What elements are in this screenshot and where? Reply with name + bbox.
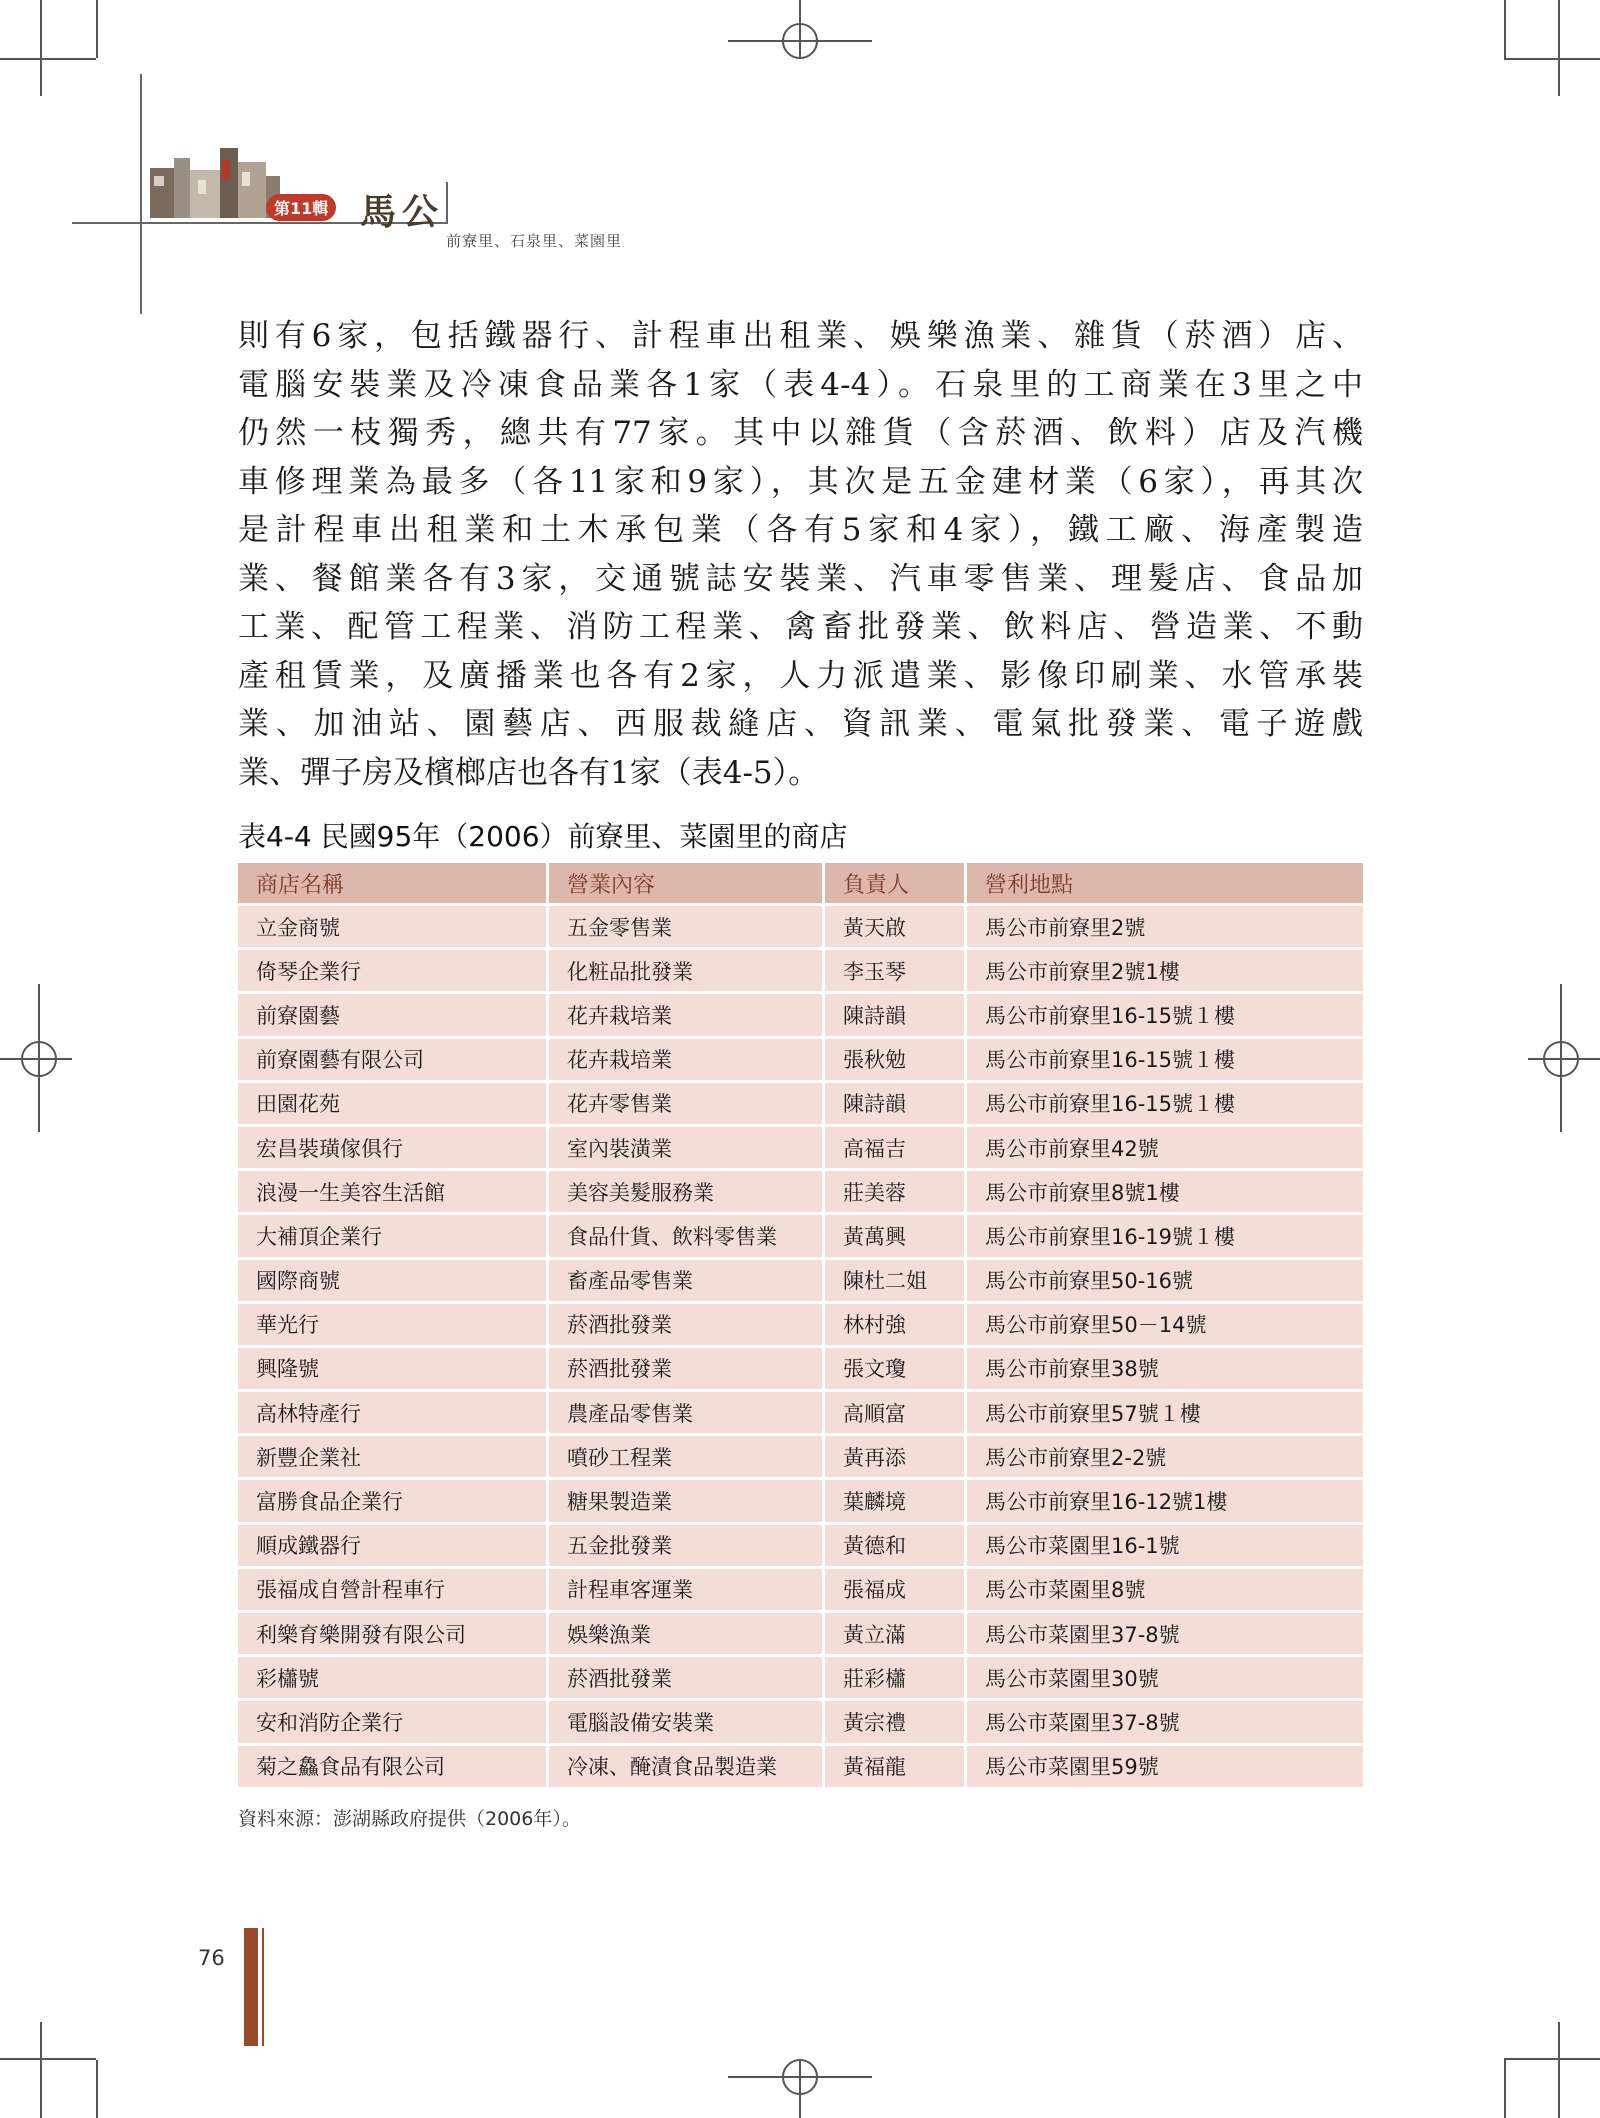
page-number: 76: [198, 1946, 225, 1970]
body-line: 業、彈子房及檳榔店也各有1家（表4-5）。: [238, 754, 820, 791]
shop-table: [238, 860, 1363, 1790]
body-paragraph: [238, 312, 1363, 797]
registration-circle: [782, 23, 818, 59]
address-cell: 馬公市前寮里16-15號１樓: [964, 1083, 1363, 1124]
shop-name-cell: 前寮園藝有限公司: [238, 1039, 546, 1080]
shop-name-cell: 張福成自營計程車行: [238, 1569, 546, 1610]
business-cell: 五金零售業: [546, 906, 822, 947]
table-source-note: 資料來源：澎湖縣政府提供（2006年）。: [238, 1808, 581, 1830]
owner-cell: 莊彩櫹: [822, 1657, 964, 1698]
shop-name-cell: 新豐企業社: [238, 1436, 546, 1477]
table-row: [238, 1525, 1363, 1566]
owner-cell: 莊美蓉: [822, 1171, 964, 1212]
body-line: 產租賃業，及廣播業也各有2家，人力派遣業、影像印刷業、水管承裝: [238, 657, 1363, 694]
shop-name-cell: 華光行: [238, 1304, 546, 1345]
address-cell: 馬公市前寮里42號: [964, 1127, 1363, 1168]
owner-cell: 黃萬興: [822, 1215, 964, 1256]
volume-title: 馬公: [360, 191, 445, 233]
address-cell: 馬公市前寮里8號1樓: [964, 1171, 1363, 1212]
table-row: [238, 1436, 1363, 1477]
business-cell: 冷凍、醃漬食品製造業: [546, 1746, 822, 1787]
shop-name-cell: 立金商號: [238, 906, 546, 947]
table-row: [238, 1171, 1363, 1212]
body-line: 電腦安裝業及冷凍食品業各1家（表4-4）。石泉里的工商業在3里之中: [238, 366, 1363, 403]
crop-mark: [1504, 2058, 1600, 2060]
address-cell: 馬公市前寮里2-2號: [964, 1436, 1363, 1477]
shop-name-cell: 浪漫一生美容生活館: [238, 1171, 546, 1212]
chapter-badge-label: 第11輯: [266, 194, 336, 221]
table-row: [238, 1348, 1363, 1389]
table-row: [238, 1215, 1363, 1256]
owner-cell: 林村強: [822, 1304, 964, 1345]
owner-cell: 黃宗禮: [822, 1701, 964, 1742]
body-line: 業、加油站、園藝店、西服裁縫店、資訊業、電氣批發業、電子遊戲: [238, 706, 1363, 742]
business-cell: 花卉栽培業: [546, 994, 822, 1035]
table-row: [238, 1392, 1363, 1433]
address-cell: 馬公市前寮里2號1樓: [964, 950, 1363, 991]
body-line: 仍然一枝獨秀，總共有77家。其中以雜貨（含菸酒、飲料）店及汽機: [238, 415, 1363, 451]
registration-circle: [21, 1041, 57, 1077]
address-cell: 馬公市菜園里30號: [964, 1657, 1363, 1698]
shop-name-cell: 高林特產行: [238, 1392, 546, 1433]
address-cell: 馬公市前寮里2號: [964, 906, 1363, 947]
owner-cell: 張秋勉: [822, 1039, 964, 1080]
business-cell: 糖果製造業: [546, 1480, 822, 1521]
section-subtitle: 前寮里、石泉里、菜園里: [446, 232, 623, 250]
body-line: 業、餐館業各有3家，交通號誌安裝業、汽車零售業、理髮店、食品加: [238, 560, 1363, 597]
address-cell: 馬公市菜園里8號: [964, 1569, 1363, 1610]
shop-name-cell: 大補頂企業行: [238, 1215, 546, 1256]
business-cell: 化粧品批發業: [546, 950, 822, 991]
shop-name-cell: 國際商號: [238, 1260, 546, 1301]
shop-name-cell: 宏昌裝璜傢俱行: [238, 1127, 546, 1168]
address-cell: 馬公市前寮里50－14號: [964, 1304, 1363, 1345]
table-row: [238, 950, 1363, 991]
table-row: [238, 1127, 1363, 1168]
business-cell: 美容美髮服務業: [546, 1171, 822, 1212]
address-cell: 馬公市前寮里16-15號１樓: [964, 994, 1363, 1035]
table-title: 表4-4 民國95年（2006）前寮里、菜園里的商店: [238, 820, 848, 853]
column-header: 商店名稱: [238, 863, 546, 903]
business-cell: 菸酒批發業: [546, 1657, 822, 1698]
registration-circle: [1543, 1041, 1579, 1077]
page-accent-line: [262, 1928, 264, 2046]
table-row: [238, 1569, 1363, 1610]
table-row: [238, 1083, 1363, 1124]
shop-name-cell: 富勝食品企業行: [238, 1480, 546, 1521]
table-row: [238, 1480, 1363, 1521]
shop-name-cell: 前寮園藝: [238, 994, 546, 1035]
table-row: [238, 1260, 1363, 1301]
column-header: 營業內容: [546, 863, 822, 903]
body-line: 工業、配管工程業、消防工程業、禽畜批發業、飲料店、營造業、不動: [238, 609, 1363, 645]
business-cell: 娛樂漁業: [546, 1613, 822, 1654]
business-cell: 菸酒批發業: [546, 1304, 822, 1345]
shop-name-cell: 田園花苑: [238, 1083, 546, 1124]
owner-cell: 葉麟境: [822, 1480, 964, 1521]
column-header: 營利地點: [964, 863, 1363, 903]
table-header-row: [238, 863, 1363, 903]
business-cell: 噴砂工程業: [546, 1436, 822, 1477]
crop-mark: [40, 2022, 42, 2118]
owner-cell: 高福吉: [822, 1127, 964, 1168]
address-cell: 馬公市菜園里16-1號: [964, 1525, 1363, 1566]
shop-name-cell: 倚琴企業行: [238, 950, 546, 991]
address-cell: 馬公市前寮里16-12號1樓: [964, 1480, 1363, 1521]
owner-cell: 陳杜二姐: [822, 1260, 964, 1301]
table-row: [238, 1746, 1363, 1787]
crop-mark: [1504, 58, 1600, 60]
address-cell: 馬公市菜園里59號: [964, 1746, 1363, 1787]
owner-cell: 黃天啟: [822, 906, 964, 947]
business-cell: 畜產品零售業: [546, 1260, 822, 1301]
shop-name-cell: 利樂育樂開發有限公司: [238, 1613, 546, 1654]
body-line: 是計程車出租業和土木承包業（各有5家和4家），鐵工廠、海產製造: [238, 512, 1363, 548]
crop-mark: [96, 2060, 98, 2118]
table-row: [238, 1701, 1363, 1742]
business-cell: 電腦設備安裝業: [546, 1701, 822, 1742]
shop-name-cell: 順成鐵器行: [238, 1525, 546, 1566]
shop-name-cell: 彩櫹號: [238, 1657, 546, 1698]
crop-mark: [1504, 2060, 1506, 2118]
address-cell: 馬公市前寮里57號１樓: [964, 1392, 1363, 1433]
business-cell: 室內裝潢業: [546, 1127, 822, 1168]
business-cell: 計程車客運業: [546, 1569, 822, 1610]
business-cell: 菸酒批發業: [546, 1348, 822, 1389]
address-cell: 馬公市菜園里37-8號: [964, 1701, 1363, 1742]
body-line: 則有6家，包括鐵器行、計程車出租業、娛樂漁業、雜貨（菸酒）店、: [238, 318, 1363, 354]
owner-cell: 陳詩韻: [822, 994, 964, 1035]
crop-mark: [1558, 0, 1560, 96]
chapter-badge: [266, 193, 336, 221]
shop-name-cell: 菊之鱻食品有限公司: [238, 1746, 546, 1787]
owner-cell: 陳詩韻: [822, 1083, 964, 1124]
owner-cell: 張福成: [822, 1569, 964, 1610]
crop-mark: [40, 0, 42, 96]
table-row: [238, 1657, 1363, 1698]
owner-cell: 黃德和: [822, 1525, 964, 1566]
owner-cell: 高順富: [822, 1392, 964, 1433]
crop-mark: [0, 2058, 96, 2060]
owner-cell: 黃再添: [822, 1436, 964, 1477]
crop-mark: [0, 58, 96, 60]
business-cell: 食品什貨、飲料零售業: [546, 1215, 822, 1256]
crop-mark: [1558, 2022, 1560, 2118]
crop-mark: [96, 0, 98, 58]
shop-name-cell: 安和消防企業行: [238, 1701, 546, 1742]
address-cell: 馬公市前寮里16-19號１樓: [964, 1215, 1363, 1256]
address-cell: 馬公市前寮里16-15號１樓: [964, 1039, 1363, 1080]
address-cell: 馬公市前寮里38號: [964, 1348, 1363, 1389]
table-row: [238, 906, 1363, 947]
page-accent-bar: [244, 1928, 258, 2046]
table-row: [238, 994, 1363, 1035]
crop-mark: [1504, 0, 1506, 58]
owner-cell: 張文瓊: [822, 1348, 964, 1389]
business-cell: 農產品零售業: [546, 1392, 822, 1433]
address-cell: 馬公市前寮里50-16號: [964, 1260, 1363, 1301]
owner-cell: 李玉琴: [822, 950, 964, 991]
shop-name-cell: 興隆號: [238, 1348, 546, 1389]
table-row: [238, 1039, 1363, 1080]
body-line: 車修理業為最多（各11家和9家），其次是五金建材業（6家），再其次: [238, 463, 1363, 500]
business-cell: 五金批發業: [546, 1525, 822, 1566]
business-cell: 花卉栽培業: [546, 1039, 822, 1080]
owner-cell: 黃福龍: [822, 1746, 964, 1787]
table-row: [238, 1304, 1363, 1345]
column-header: 負責人: [822, 863, 964, 903]
registration-circle: [782, 2059, 818, 2095]
table-row: [238, 1613, 1363, 1654]
owner-cell: 黃立滿: [822, 1613, 964, 1654]
business-cell: 花卉零售業: [546, 1083, 822, 1124]
address-cell: 馬公市菜園里37-8號: [964, 1613, 1363, 1654]
